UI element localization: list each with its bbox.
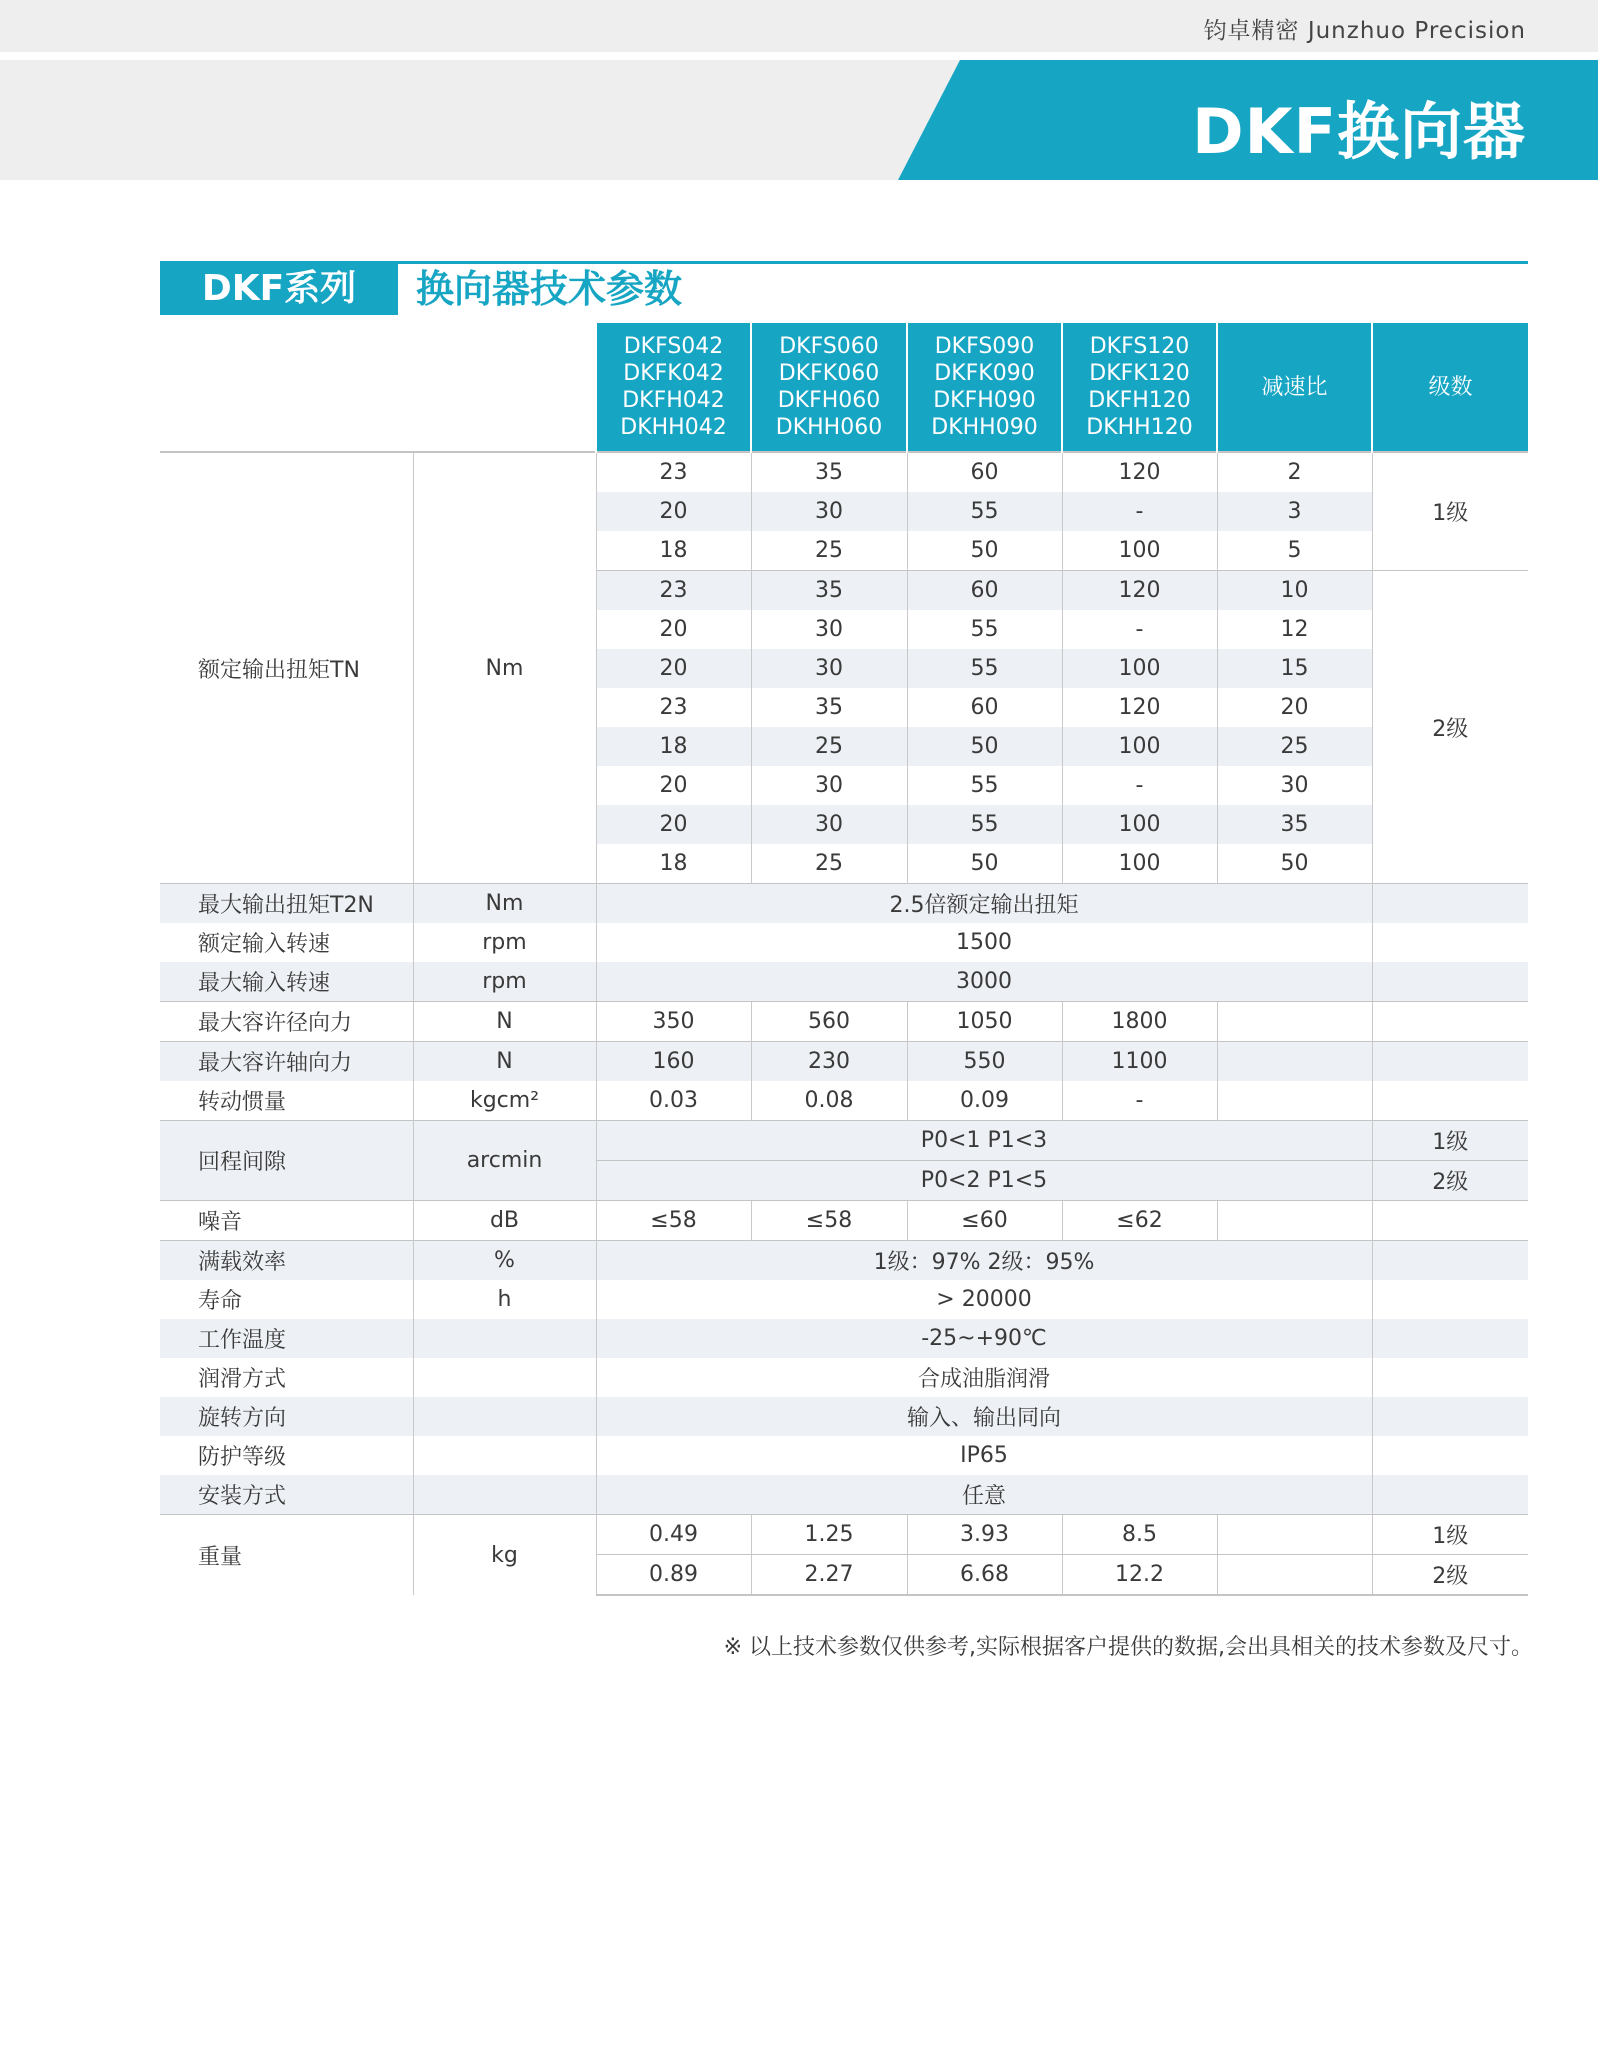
row-value: 2.5倍额定输出扭矩 — [596, 884, 1372, 924]
row-label: 安装方式 — [160, 1475, 413, 1515]
stage-cell-empty — [1372, 1319, 1528, 1358]
table-cell: - — [1062, 610, 1217, 649]
table-cell: 1800 — [1062, 1002, 1217, 1042]
table-cell: 20 — [596, 766, 751, 805]
stage-cell: 2级 — [1372, 1555, 1528, 1596]
table-row — [160, 884, 1528, 924]
ratio-cell: 20 — [1217, 688, 1372, 727]
model-name: DKFS042 — [623, 334, 724, 359]
table-cell: 30 — [751, 649, 907, 688]
row-unit: Nm — [413, 884, 596, 924]
stage-cell-empty — [1372, 1280, 1528, 1319]
table-cell: 1100 — [1062, 1042, 1217, 1082]
model-name: DKFK120 — [1089, 361, 1190, 386]
table-row — [160, 1121, 1528, 1161]
ratio-cell: 50 — [1217, 844, 1372, 884]
stage-cell-empty — [1372, 1475, 1528, 1515]
row-unit: dB — [413, 1201, 596, 1241]
stage-cell-empty — [1372, 1201, 1528, 1241]
row-unit-empty — [413, 1436, 596, 1475]
row-label: 润滑方式 — [198, 1367, 287, 1392]
table-cell: 230 — [751, 1042, 907, 1082]
table-cell: 0.89 — [596, 1555, 751, 1596]
table-cell: 25 — [751, 727, 907, 766]
row-label: 工作温度 — [160, 1319, 413, 1358]
row-label: 噪音 — [198, 1210, 243, 1235]
table-cell: 550 — [907, 1042, 1062, 1082]
table-cell: 18 — [596, 531, 751, 571]
section-title: 换向器技术参数 — [416, 267, 683, 311]
model-name: DKFK090 — [934, 361, 1035, 386]
table-cell: 20 — [596, 610, 751, 649]
table-cell: 55 — [907, 492, 1062, 531]
row-label: 重量 — [198, 1544, 243, 1570]
table-cell: 50 — [907, 531, 1062, 571]
stage-cell: 1级 — [1372, 1515, 1528, 1555]
table-cell: 100 — [1062, 727, 1217, 766]
table-row — [160, 923, 1528, 962]
table-row — [160, 962, 1528, 1002]
row-unit: % — [413, 1241, 596, 1281]
ratio-header: 减速比 — [1217, 323, 1372, 452]
table-cell: 55 — [907, 805, 1062, 844]
ratio-cell-empty — [1217, 1042, 1372, 1082]
table-cell: 35 — [751, 452, 907, 492]
row-value: 输入、输出同向 — [596, 1397, 1372, 1436]
table-cell: 8.5 — [1062, 1515, 1217, 1555]
row-unit: rpm — [413, 962, 596, 1002]
model-name: DKHH090 — [931, 415, 1038, 440]
row-label: 旋转方向 — [160, 1397, 413, 1436]
table-cell: 55 — [907, 766, 1062, 805]
model-column-090 — [907, 323, 1062, 452]
row-value: P0<2 P1<5 — [596, 1161, 1372, 1201]
section-tag: DKF系列 — [160, 263, 398, 315]
top-bar — [0, 0, 1598, 52]
table-cell: - — [1062, 766, 1217, 805]
table-cell: 100 — [1062, 805, 1217, 844]
table-cell: 50 — [907, 727, 1062, 766]
table-row — [160, 1436, 1528, 1475]
ratio-cell-empty — [1217, 1002, 1372, 1042]
table-cell: ≤58 — [596, 1201, 751, 1241]
row-unit: arcmin — [413, 1121, 596, 1201]
model-name: DKFS120 — [1089, 334, 1190, 359]
ratio-cell: 10 — [1217, 571, 1372, 611]
table-cell: 30 — [751, 610, 907, 649]
stage-cell-empty — [1372, 1397, 1528, 1436]
stage-cell: 1级 — [1372, 452, 1528, 571]
table-cell: 20 — [596, 805, 751, 844]
row-unit-empty — [413, 1358, 596, 1397]
table-row — [160, 1319, 1528, 1358]
row-value: IP65 — [596, 1436, 1372, 1475]
stage-cell-empty — [1372, 1002, 1528, 1042]
table-cell: 120 — [1062, 452, 1217, 492]
table-cell: 55 — [907, 649, 1062, 688]
ratio-cell: 5 — [1217, 531, 1372, 571]
footnote: ※ 以上技术参数仅供参考,实际根据客户提供的数据,会出具相关的技术参数及尺寸。 — [723, 1635, 1533, 1660]
row-label: 额定输入转速 — [198, 932, 331, 957]
row-unit: kgcm² — [413, 1081, 596, 1121]
table-cell: 160 — [596, 1042, 751, 1082]
row-unit: N — [413, 1002, 596, 1042]
title-band — [0, 60, 1598, 180]
table-row — [160, 1042, 1528, 1082]
table-cell: 560 — [751, 1002, 907, 1042]
header-blank-unit — [413, 323, 596, 452]
row-value: 3000 — [596, 962, 1372, 1002]
stage-cell-empty — [1372, 884, 1528, 924]
table-cell: 60 — [907, 688, 1062, 727]
table-cell: 35 — [751, 571, 907, 611]
table-cell: 30 — [751, 766, 907, 805]
row-value: P0<1 P1<3 — [596, 1121, 1372, 1161]
stage-cell: 2级 — [1372, 571, 1528, 884]
row-unit: rpm — [413, 923, 596, 962]
row-unit: h — [413, 1280, 596, 1319]
table-cell: 55 — [907, 610, 1062, 649]
row-value: -25~+90℃ — [596, 1319, 1372, 1358]
table-cell: ≤62 — [1062, 1201, 1217, 1241]
stage-cell-empty — [1372, 1042, 1528, 1082]
model-name: DKHH120 — [1086, 415, 1193, 440]
row-value: 合成油脂润滑 — [596, 1358, 1372, 1397]
model-name: DKFH060 — [777, 388, 881, 413]
row-unit: kg — [413, 1515, 596, 1596]
row-unit: N — [413, 1042, 596, 1082]
table-row — [160, 452, 1528, 492]
table-cell: 0.49 — [596, 1515, 751, 1555]
row-unit-empty — [413, 1397, 596, 1436]
table-cell: 30 — [751, 492, 907, 531]
table-row — [160, 1081, 1528, 1121]
stage-cell: 2级 — [1372, 1161, 1528, 1201]
row-label: 最大输入转速 — [160, 962, 413, 1002]
table-cell: 0.03 — [596, 1081, 751, 1121]
table-cell: 23 — [596, 452, 751, 492]
table-row — [160, 1515, 1528, 1555]
row-label: 额定输出扭矩TN — [160, 452, 413, 884]
table-cell: - — [1062, 492, 1217, 531]
table-cell: 25 — [751, 531, 907, 571]
row-label: 最大输出扭矩T2N — [160, 884, 413, 924]
table-cell: 23 — [596, 571, 751, 611]
table-cell: ≤58 — [751, 1201, 907, 1241]
table-cell: 100 — [1062, 649, 1217, 688]
stage-cell-empty — [1372, 1241, 1528, 1281]
model-name: DKFK060 — [778, 361, 880, 386]
table-cell: 100 — [1062, 531, 1217, 571]
ratio-cell: 12 — [1217, 610, 1372, 649]
table-cell: 120 — [1062, 571, 1217, 611]
row-value: > 20000 — [596, 1280, 1372, 1319]
row-unit-empty — [413, 1475, 596, 1515]
row-label: 满载效率 — [160, 1241, 413, 1281]
row-label: 寿命 — [198, 1289, 243, 1314]
table-cell: 20 — [596, 492, 751, 531]
table-cell: 3.93 — [907, 1515, 1062, 1555]
page-title: DKF换向器 — [1192, 95, 1526, 168]
row-unit: Nm — [413, 452, 596, 884]
model-name: DKFH090 — [933, 388, 1036, 413]
model-column-042 — [596, 323, 751, 452]
row-label: 转动惯量 — [198, 1090, 287, 1115]
brand-name: 钧卓精密 Junzhuo Precision — [1203, 18, 1526, 44]
ratio-cell: 2 — [1217, 452, 1372, 492]
table-cell: 20 — [596, 649, 751, 688]
header-blank-label — [160, 323, 413, 452]
ratio-cell: 15 — [1217, 649, 1372, 688]
model-name: DKFS090 — [934, 334, 1035, 359]
table-cell: 100 — [1062, 844, 1217, 884]
table-cell: 30 — [751, 805, 907, 844]
table-cell: 120 — [1062, 688, 1217, 727]
ratio-cell-empty — [1217, 1555, 1372, 1596]
ratio-cell: 35 — [1217, 805, 1372, 844]
stage-cell-empty — [1372, 1358, 1528, 1397]
table-cell: 60 — [907, 571, 1062, 611]
table-row — [160, 1241, 1528, 1281]
table-cell: 350 — [596, 1002, 751, 1042]
table-cell: 2.27 — [751, 1555, 907, 1596]
ratio-cell-empty — [1217, 1515, 1372, 1555]
table-row — [160, 1280, 1528, 1319]
table-cell: 6.68 — [907, 1555, 1062, 1596]
table-cell: 12.2 — [1062, 1555, 1217, 1596]
table-cell: - — [1062, 1081, 1217, 1121]
row-label: 最大容许轴向力 — [160, 1042, 413, 1082]
ratio-cell-empty — [1217, 1081, 1372, 1121]
ratio-cell: 30 — [1217, 766, 1372, 805]
table-cell: 1050 — [907, 1002, 1062, 1042]
stage-cell-empty — [1372, 962, 1528, 1002]
table-cell: 23 — [596, 688, 751, 727]
table-row — [160, 1002, 1528, 1042]
table-row — [160, 1475, 1528, 1515]
table-row — [160, 1397, 1528, 1436]
table-row — [160, 1358, 1528, 1397]
model-name: DKHH042 — [620, 415, 727, 440]
table-cell: ≤60 — [907, 1201, 1062, 1241]
model-column-120 — [1062, 323, 1217, 452]
table-cell: 18 — [596, 844, 751, 884]
table-cell: 0.08 — [751, 1081, 907, 1121]
table-cell: 25 — [751, 844, 907, 884]
table-cell: 0.09 — [907, 1081, 1062, 1121]
stage-cell: 1级 — [1372, 1121, 1528, 1161]
table-cell: 60 — [907, 452, 1062, 492]
table-cell: 18 — [596, 727, 751, 766]
model-name: DKHH060 — [775, 415, 883, 440]
table-cell: 50 — [907, 844, 1062, 884]
stage-header: 级数 — [1372, 323, 1528, 452]
row-value: 任意 — [596, 1475, 1372, 1515]
ratio-cell: 25 — [1217, 727, 1372, 766]
stage-cell-empty — [1372, 923, 1528, 962]
row-label: 最大容许径向力 — [198, 1011, 353, 1036]
model-name: DKFH042 — [622, 388, 725, 413]
row-label: 回程间隙 — [160, 1121, 413, 1201]
table-row — [160, 1201, 1528, 1241]
table-cell: 35 — [751, 688, 907, 727]
ratio-cell-empty — [1217, 1201, 1372, 1241]
row-unit-empty — [413, 1319, 596, 1358]
model-name: DKFK042 — [623, 361, 724, 386]
stage-cell-empty — [1372, 1081, 1528, 1121]
row-value: 1500 — [596, 923, 1372, 962]
ratio-cell: 3 — [1217, 492, 1372, 531]
model-name: DKFH120 — [1088, 388, 1191, 413]
stage-cell-empty — [1372, 1436, 1528, 1475]
header-row — [160, 323, 1528, 452]
row-value: 1级：97% 2级：95% — [596, 1241, 1372, 1281]
row-label: 防护等级 — [198, 1445, 287, 1470]
table-cell: 1.25 — [751, 1515, 907, 1555]
model-column-060 — [751, 323, 907, 452]
model-name: DKFS060 — [779, 334, 879, 359]
spec-table — [160, 323, 1528, 1596]
